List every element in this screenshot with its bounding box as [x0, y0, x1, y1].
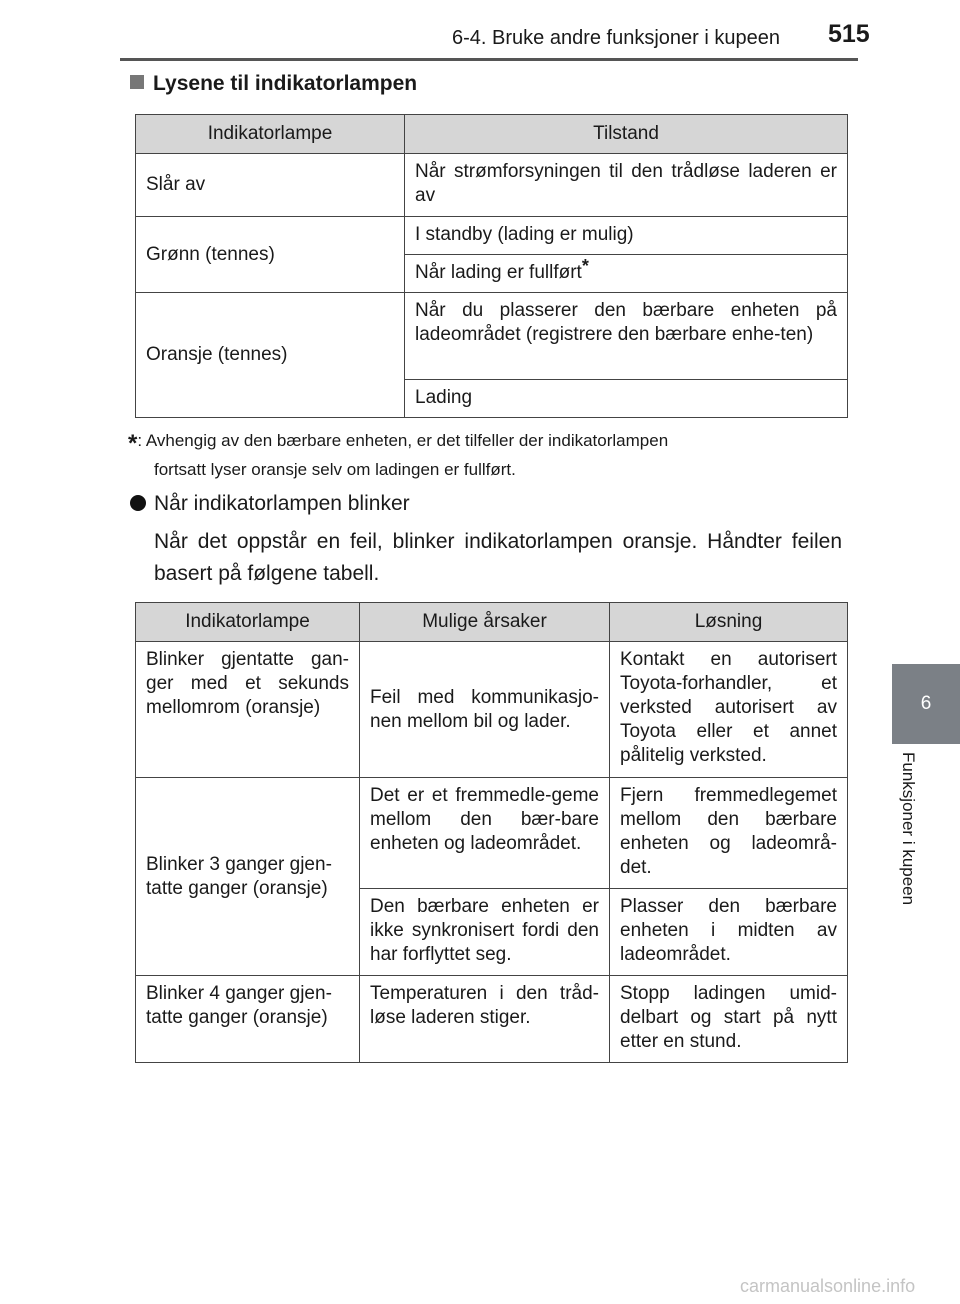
- column-header: Indikatorlampe: [136, 603, 360, 642]
- footnote-text-continued: fortsatt lyser oransje selv om ladingen er fullført.: [154, 460, 516, 479]
- table-cell: Feil med kommunikasjo-nen mellom bil og lader.: [360, 642, 610, 778]
- table-cell: Blinker gjentatte gan-ger med et sekunds mellomrom (oransje): [136, 642, 360, 778]
- table-cell: Blinker 4 ganger gjen-tatte ganger (oransje): [136, 976, 360, 1063]
- table-cell: Plasser den bærbare enheten i midten av ladeområdet.: [610, 889, 848, 976]
- round-bullet-icon: [130, 495, 146, 511]
- table-cell: Temperaturen i den tråd-løse laderen stiger.: [360, 976, 610, 1063]
- table-cell: Når du plasserer den bærbare enheten på ladeområdet (registrere den bærbare enhe-ten): [405, 293, 848, 380]
- table-row: [136, 293, 848, 380]
- column-header: Mulige årsaker: [360, 603, 610, 642]
- footnote-marker: *: [581, 256, 589, 276]
- column-header: Løsning: [610, 603, 848, 642]
- table-row: [136, 976, 848, 1063]
- body-paragraph: Når det oppstår en feil, blinker indikatorlampen oransje. Håndter feilen basert på følgene tabell.: [154, 530, 842, 585]
- table-cell: Fjern fremmedlegemet mellom den bærbare enheten og ladeområ-det.: [610, 778, 848, 889]
- footnote-text: : Avhengig av den bærbare enheten, er det tilfeller der indikatorlampen: [137, 431, 669, 450]
- table-cell: [405, 255, 848, 293]
- table-cell: Blinker 3 ganger gjen-tatte ganger (oransje): [136, 778, 360, 976]
- column-header: Tilstand: [405, 115, 848, 154]
- table-cell: I standby (lading er mulig): [405, 217, 848, 255]
- table-cell: Grønn (tennes): [136, 217, 405, 293]
- watermark: carmanualsonline.info: [740, 1276, 916, 1296]
- blinking-causes-table: [135, 602, 848, 1063]
- bullet-heading: [130, 492, 410, 516]
- table-row: [136, 217, 848, 255]
- table-cell: Oransje (tennes): [136, 293, 405, 418]
- footnote: [128, 428, 840, 483]
- header-section-title: 6-4. Bruke andre funksjoner i kupeen: [452, 27, 780, 49]
- table-cell: Kontakt en autorisert Toyota-forhandler, et verksted autorisert av Toyota eller et annet pålitelig verksted.: [610, 642, 848, 778]
- section-heading-text: Lysene til indikatorlampen: [153, 72, 418, 95]
- table-cell: Lading: [405, 380, 848, 418]
- chapter-tab-label: Funksjoner i kupeen: [899, 752, 918, 906]
- indicator-status-table: [135, 114, 848, 418]
- header-divider: [120, 58, 858, 61]
- table-row: [136, 154, 848, 217]
- table-row: [136, 642, 848, 778]
- table-header-row: [136, 603, 848, 642]
- table-header-row: [136, 115, 848, 154]
- table-cell: Slår av: [136, 154, 405, 217]
- table-cell: Det er et fremmedle-geme mellom den bær-bare enheten og ladeområdet.: [360, 778, 610, 889]
- page-number: 515: [828, 20, 870, 48]
- square-bullet-icon: [130, 75, 144, 89]
- bullet-heading-text: Når indikatorlampen blinker: [154, 492, 410, 515]
- table-cell: Når strømforsyningen til den trådløse laderen er av: [405, 154, 848, 217]
- table-cell: Stopp ladingen umid-delbart og start på nytt etter en stund.: [610, 976, 848, 1063]
- table-cell: Den bærbare enheten er ikke synkronisert fordi den har forflyttet seg.: [360, 889, 610, 976]
- chapter-tab: 6: [892, 664, 960, 744]
- column-header: Indikatorlampe: [136, 115, 405, 154]
- footnote-star: *: [128, 430, 138, 457]
- section-heading: [130, 72, 417, 96]
- table-row: [136, 778, 848, 889]
- cell-text: Når lading er fullført: [415, 262, 582, 283]
